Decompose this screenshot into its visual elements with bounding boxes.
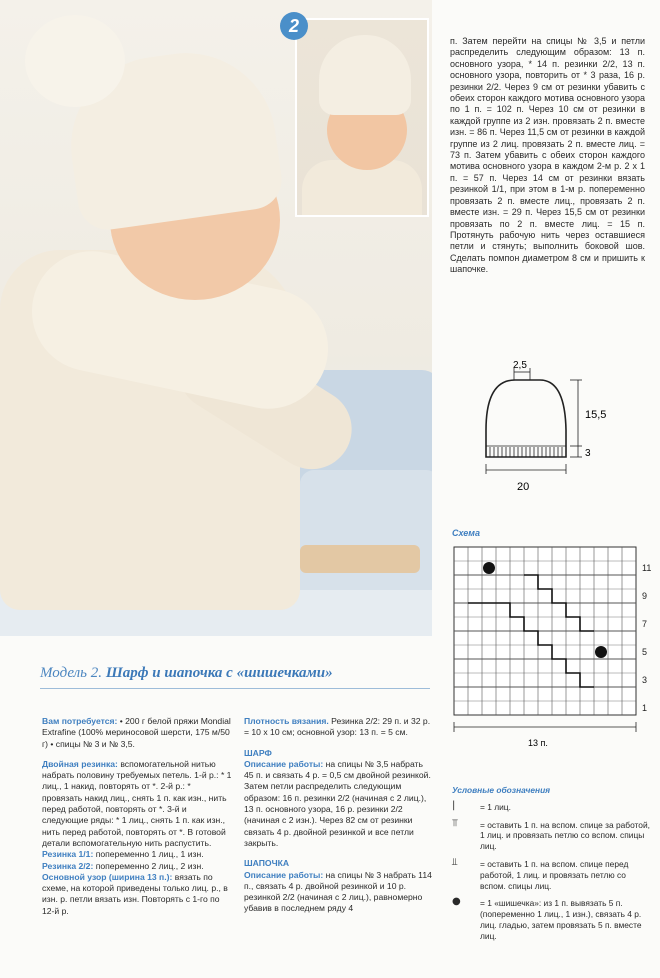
scarf-work-label: Описание работы: <box>244 758 324 769</box>
hat-heading: ШАПОЧКА <box>244 858 290 869</box>
hat-rib-band <box>486 446 566 457</box>
stitch-count: 13 п. <box>528 738 548 748</box>
hat-diagram <box>470 360 630 500</box>
model-name: Шарф и шапочка с «шишечками» <box>105 665 333 681</box>
legend-text: = оставить 1 п. на вспом. спице перед работой, 1 лиц. и провязать петлю со вспом. спицы лиц. <box>480 858 629 891</box>
dim-height: 15,5 <box>585 409 607 421</box>
dim-width: 20 <box>517 481 530 493</box>
needs-label: Вам потребуется: <box>42 716 118 726</box>
cable-back-icon: ⫪ <box>452 817 458 829</box>
hat-pompon <box>25 15 125 107</box>
cable-front-icon: ⫫ <box>452 856 458 868</box>
hat-outline <box>486 380 566 457</box>
legend-text: = 1 лиц. <box>480 801 511 812</box>
row-label: 7 <box>642 619 648 629</box>
row-label: 9 <box>642 591 648 601</box>
legend <box>452 785 652 949</box>
cover-photo <box>0 0 432 636</box>
inset-photo <box>295 18 429 217</box>
density-label: Плотность вязания. <box>244 716 329 726</box>
hat-work-label: Описание работы: <box>244 869 324 880</box>
legend-item <box>452 817 652 852</box>
inset-hat <box>319 35 411 115</box>
row-label: 11 <box>642 563 652 573</box>
needs-text: • 200 г белой пряжи Mondial Extrafine (100% мериносовой шерсти, 175 м/50 г) • спицы № 3 и № 3,5. <box>42 716 231 749</box>
legend-item <box>452 856 652 891</box>
legend-text: = 1 «шишечка»: из 1 п. вывязать 5 п. (попеременно 1 лиц., 1 изн.), связать 4 р. лиц. гладью, затем провязать 5 п. вместе лиц. <box>480 898 642 941</box>
rib11-label: Резинка 1/1: <box>42 849 94 860</box>
pattern-scheme <box>448 542 660 757</box>
legend-text: = оставить 1 п. на вспом. спице за работой, 1 лиц. и провязать петлю со вспом. спицы лиц. <box>480 819 650 852</box>
hat-work-text: на спицы № 3 набрать 114 п., связать 4 р. двойной резинкой и 10 р. резинкой 2/2 (начиная с 2 лиц.), равномерно убавив в последнем ряду 4 <box>244 869 432 914</box>
bobble-mark <box>483 562 495 574</box>
hat-instructions-continued: п. Затем перейти на спицы № 3,5 и петли распределить следующим образом: 13 п. основного узора, * 14 п. резинки 2/2, 13 п. основного узора, повторить от * 3 раза, 16 р. резинки 2/2. Через 9 см от резинки убавить с обеих сторон каждого мотива основного узора по 1 п. = 102 п. Через 10 см от резинки в каждой группе из 2 изн. провязать 2 п. вместе изн. = 86 п. Через 11,5 см от резинки в каждой группе из 2 лиц. провязать 2 п. вместе лиц. = 73 п. Затем убавить с обеих сторон каждого мотива основного узора в каждом 2-м р. 2 х 1 п. = 57 п. Через 14 см от резинки вязать резинкой 1/1, при этом в 1-м р. попеременно провязать 2 п. вместе лиц., провязать 2 п. вместе изн. = 29 п. Через 15,5 см от резинки провязать по 2 п. вместе лиц. = 15 п. Протянуть рабочую нить через оставшиеся петли и стянуть; выполнить боковой шов. Сделать помпон диаметром 8 см и пришить к шапочке. <box>450 36 645 275</box>
dim-rib: 3 <box>585 448 591 459</box>
main-pattern-label: Основной узор (ширина 13 п.): <box>42 871 173 882</box>
dim-top: 2,5 <box>513 360 527 371</box>
legend-title: Условные обозначения <box>452 785 551 795</box>
wooden-toy <box>300 545 420 573</box>
row-label: 1 <box>642 703 648 713</box>
density-text: Резинка 2/2: 29 п. и 32 р. = 10 х 10 см; основной узор: 13 п. = 5 см. <box>244 716 431 738</box>
row-label: 5 <box>642 647 648 657</box>
rib11-text: попеременно 1 лиц., 1 изн. <box>95 849 204 860</box>
instructions-column <box>244 716 434 915</box>
legend-item <box>452 898 652 941</box>
model-number-badge: 2 <box>280 12 308 40</box>
scarf-work-text: на спицы № 3,5 набрать 45 п. и связать 4 р. = 0,5 см двойной резинкой. Затем петли распределить следующим образом: 16 п. резинки 2/2 (начиная с 2 лиц.), 13 п. основного узора, 16 р. резинки 2/2 (начиная с 2 изн.). Через 82 см от резинки связать 4 р. двойной резинкой и все петли закрыть. <box>244 758 431 848</box>
double-rib-label: Двойная резинка: <box>42 758 118 769</box>
rib22-label: Резинка 2/2: <box>42 860 94 871</box>
row-label: 3 <box>642 675 648 685</box>
bobble-icon: ● <box>452 896 461 908</box>
scarf-heading: ШАРФ <box>244 747 272 758</box>
main-pattern-text: вязать по схеме, на которой приведены только лиц. р., в изн. р. петли вязать изн. Повторять с 1-го по 12-й р. <box>42 871 228 916</box>
model-label: Модель 2. <box>40 665 103 681</box>
scheme-title: Схема <box>452 528 480 538</box>
section-title <box>40 664 430 689</box>
double-rib-text: вспомогательной нитью набрать половину требуемых петель. 1-й р.: * 1 лиц., 1 накид, повторять от *. 2-й р.: * провязать накид лиц., снять 1 п. как изн., нить перед работой, повторять от *. 3-й и следующие ряды: * 1 лиц., снять 1 п. как изн., нить перед работой, повторять от *. В готовой детали вспомогательную нить распустить. <box>42 758 232 848</box>
legend-item <box>452 799 652 813</box>
knit-symbol-icon: | <box>452 799 456 811</box>
bobble-mark <box>595 646 607 658</box>
rib22-text: попеременно 2 лиц., 2 изн. <box>95 860 204 871</box>
materials-column <box>42 716 232 917</box>
